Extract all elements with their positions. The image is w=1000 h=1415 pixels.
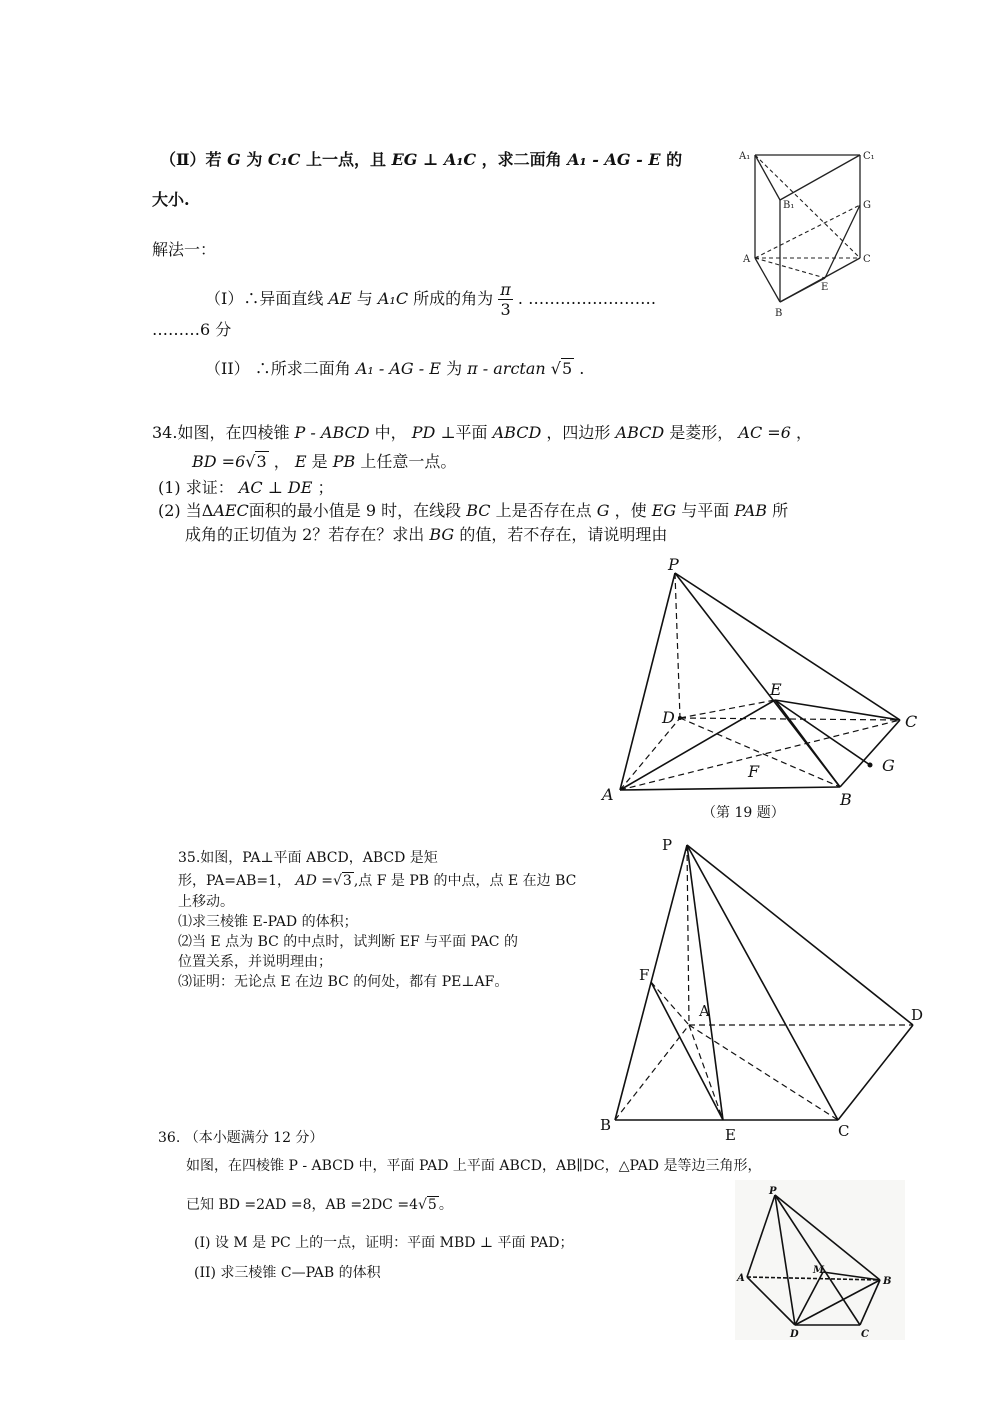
text: 为 [246,150,263,169]
math-ad: AD = [295,873,333,889]
label-d: D [662,708,675,727]
text: ， [273,452,290,471]
solution-title: 解法一： [152,240,217,259]
radicand: 5 [561,359,573,378]
label-g: G [882,756,895,775]
fraction-pi-3 [498,280,513,319]
math-a1c: A₁C [377,289,409,309]
text: 上是否存在点 [495,501,592,520]
prism-figure [735,140,885,325]
math-ae: AE [328,289,352,309]
text: 的 [666,150,683,169]
math-angle: A₁ - AG - E [355,359,441,378]
figure-caption: （第 19 题） [702,805,785,821]
sqrt-3: √3 [245,452,267,471]
math-ac: AC =6 [738,423,791,442]
q35-item3: ⑶证明：无论点 E 在边 BC 的何处，都有 PE⊥AF。 [178,974,509,990]
text: . [579,359,585,378]
text: 是 [311,452,328,471]
label-a1: A₁ [739,151,751,162]
text: ，使 [614,501,647,520]
math-pabcd: P - ABCD [294,423,370,442]
text: 为 [446,359,463,378]
text: 是菱形， [669,423,734,442]
label-e: E [725,1126,736,1144]
label-e: E [821,282,829,293]
label-e: E [770,680,782,699]
math-pd: PD [411,423,436,442]
q36-item2: (II) 求三棱锥 C—PAB 的体积 [194,1265,381,1281]
q36-header: 36. （本小题满分 12 分） [158,1130,324,1146]
label-b: B [775,308,783,319]
text: 与平面 [681,501,730,520]
label-g: G [863,200,871,211]
text: （Ⅱ）若 [160,150,222,169]
q35-line2 [178,872,576,890]
math-e: E [294,452,307,471]
q34-part2-line2 [185,525,667,544]
q36-item1: (I) 设 M 是 PC 上的一点，证明：平面 MBD ⊥ 平面 PAD； [194,1235,574,1251]
math-abcd: ABCD [615,423,665,442]
math-arctan: π - arctan [467,359,546,378]
text: ⊥平面 [440,423,488,442]
text: 与 [356,289,373,309]
math-aec: AEC [213,501,249,520]
math-angle: A₁ - AG - E [567,150,661,169]
label-p: P [662,836,673,854]
q35-item2: ⑵当 E 点为 BC 的中点时，试判断 EF 与平面 PAC 的 [178,934,518,950]
solution-part2 [205,358,584,378]
figure-19 [590,555,920,830]
q34-line2 [192,451,456,471]
q35-line1: 35.如图，PA⊥平面 ABCD，ABCD 是矩 [178,850,438,866]
solution-part1 [205,280,656,319]
math-pab: PAB [734,501,768,520]
text: 所 [772,501,789,520]
label-c: C [861,1329,869,1340]
label-c: C [905,712,918,731]
text: . …………………… [517,289,657,309]
text: 所成的角为 [413,289,494,309]
label-a: A [602,785,614,804]
math-g: G [227,150,241,169]
sqrt-3: √3 [332,873,352,889]
text: (2) 当Δ [158,501,214,520]
radicand: 3 [256,452,267,471]
math-bd: BD =6 [192,452,246,471]
math-eg-perp: EG ⊥ A₁C [391,150,477,169]
q34-part2 [158,501,788,520]
label-a: A [743,254,751,265]
label-d: D [911,1006,924,1024]
text: ，求二面角 [481,150,562,169]
label-d: D [790,1329,799,1340]
radicand: 3 [342,873,352,889]
text: （II） ∴所求二面角 [205,359,351,378]
text: 的值，若不存在，请说明理由 [459,525,668,544]
label-a: A [737,1273,745,1284]
text: ； [317,478,334,497]
text: 上任意一点。 [360,452,457,471]
q35-line3: 上移动。 [178,894,234,910]
text: 形，PA=AB=1， [178,873,292,889]
math-eg: EG [651,501,677,520]
text: 成角的正切值为 2？若存在？求出 [185,525,425,544]
text: (1) 求证： [158,478,234,497]
label-b1: B₁ [783,200,795,211]
text: 。 [438,1197,453,1213]
sqrt-5: √5 [550,359,573,378]
prev-part2-line1 [160,150,682,169]
q36-line2 [186,1196,453,1214]
text: 已知 BD =2AD =8，AB =2DC =4 [186,1197,418,1213]
label-c: C [863,254,871,265]
text: ,点 F 是 PB 的中点，点 E 在边 BC [353,873,577,889]
label-f: F [748,762,760,781]
label-p: P [769,1186,777,1197]
q35-item2b: 位置关系，并说明理由； [178,954,332,970]
label-b: B [840,790,852,809]
label-a: A [699,1002,710,1020]
q36-line1: 如图，在四棱锥 P - ABCD 中，平面 PAD 上平面 ABCD，AB∥DC，△PAD 是等边三角形， [186,1158,762,1174]
label-p: P [668,555,679,574]
text: ，四边形 [546,423,611,442]
math-pb: PB [332,452,356,471]
q35-item1: ⑴求三棱锥 E-PAD 的体积； [178,914,358,930]
label-b: B [883,1276,892,1287]
label-f: F [639,966,650,984]
frac-num: π [500,280,511,299]
math-bc: BC [466,501,491,520]
figure-35 [595,830,935,1150]
frac-den: 3 [500,300,511,320]
text: 34.如图，在四棱锥 [152,423,290,442]
figure-36 [735,1180,905,1340]
sqrt-5: √5 [417,1197,437,1213]
math-ac-perp-de: AC ⊥ DE [238,478,313,497]
q34-line1 [152,423,812,442]
q34-part1 [158,478,334,497]
radicand: 5 [427,1197,437,1213]
text: 上一点，且 [305,150,386,169]
math-g: G [596,501,610,520]
math-abcd: ABCD [492,423,542,442]
prev-part2-line2: 大小. [152,190,190,209]
text: 面积的最小值是 9 时，在线段 [248,501,462,520]
label-b: B [600,1116,612,1134]
text: （Ⅰ）∴异面直线 [205,289,324,309]
label-c1: C₁ [863,151,875,162]
text: ， [795,423,812,442]
math-c1c: C₁C [267,150,301,169]
label-c: C [838,1122,850,1140]
label-m: M [813,1265,825,1276]
math-bg: BG [429,525,455,544]
text: 中， [374,423,407,442]
solution-score: ………6 分 [152,320,232,339]
